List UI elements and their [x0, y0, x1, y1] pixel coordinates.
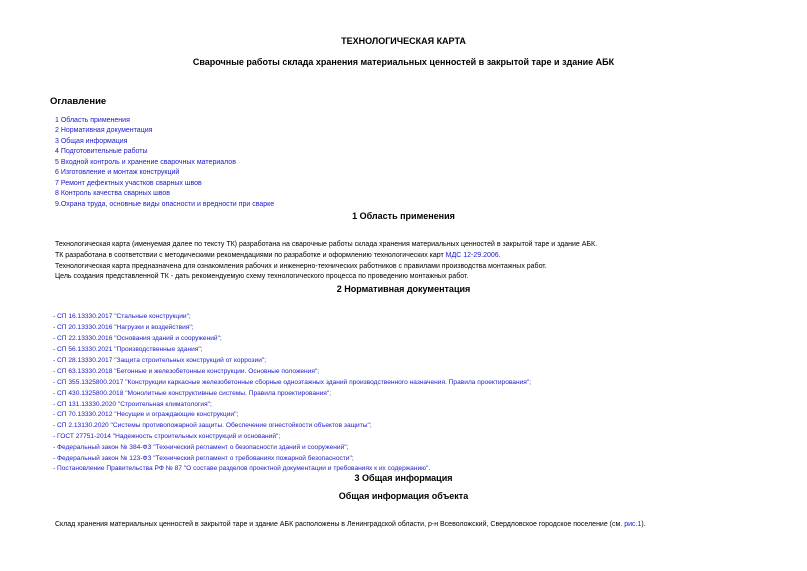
- section-2-heading: 2 Нормативная документация: [336, 284, 471, 294]
- toc-link-5[interactable]: 5 Входной контроль и хранение сварочных материалов: [55, 159, 236, 166]
- ref-link-5[interactable]: - СП 28.13330.2017 "Защита строительных конструкций от коррозии";: [53, 357, 267, 364]
- toc-link-1[interactable]: 1 Область применения: [55, 117, 130, 124]
- p2-end: .: [498, 252, 501, 259]
- document-title: ТЕХНОЛОГИЧЕСКАЯ КАРТА: [341, 36, 466, 46]
- ref-link-7[interactable]: - СП 355.1325800.2017 "Конструкции каркасные железобетонные сборные одноэтажных зданий производственного назначения. Правила проектирования";: [53, 379, 532, 386]
- section-3-paragraph-1: [55, 520, 646, 530]
- ref-link-1[interactable]: - СП 16.13330.2017 "Стальные конструкции";: [53, 313, 191, 320]
- ref-link-3[interactable]: - СП 22.13330.2016 "Основания зданий и сооружений";: [53, 335, 222, 342]
- section-1-heading: 1 Область применения: [352, 211, 455, 221]
- p3-end: ).: [641, 521, 646, 528]
- section-3-subheading: Общая информация объекта: [338, 491, 469, 501]
- section-1-paragraph-1: Технологическая карта (именуемая далее по тексту ТК) разработана на сварочные работы склада хранения материальных ценностей в закрытой таре и здание АБК.: [55, 241, 598, 248]
- toc-link-7[interactable]: 7 Ремонт дефектных участков сварных швов: [55, 180, 202, 187]
- toc-link-8[interactable]: 8 Контроль качества сварных швов: [55, 190, 171, 197]
- ref-link-11[interactable]: - СП 2.13130.2020 "Системы противопожарной защиты. Обеспечение огнестойкости объектов защиты";: [53, 422, 372, 429]
- section-1-paragraph-2: [55, 251, 501, 261]
- p2-text: ТК разработана в соответствии с методическими рекомендациями по разработке и оформлению технологических карт: [55, 252, 446, 259]
- toc-link-3[interactable]: 3 Общая информация: [55, 138, 128, 145]
- figure-1-link[interactable]: рис.1: [624, 521, 642, 528]
- section-1-paragraph-3: Технологическая карта предназначена для ознакомления рабочих и инженерно-технических работников с правилами производства монтажных работ.: [55, 263, 547, 270]
- document-subtitle: Сварочные работы склада хранения материальных ценностей в закрытой таре и здание АБК: [192, 57, 615, 67]
- ref-link-10[interactable]: - СП 70.13330.2012 "Несущие и ограждающие конструкции";: [53, 411, 239, 418]
- toc-link-2[interactable]: 2 Нормативная документация: [55, 127, 153, 134]
- p3-text: Склад хранения материальных ценностей в закрытой таре и здание АБК расположены в Ленинградской области, р-н Всеволожский, Свердловское городское поселение (см.: [55, 521, 625, 528]
- ref-link-6[interactable]: - СП 63.13330.2018 "Бетонные и железобетонные конструкции. Основные положения";: [53, 368, 320, 375]
- ref-link-2[interactable]: - СП 20.13330.2016 "Нагрузки и воздействия";: [53, 324, 194, 331]
- ref-link-13[interactable]: - Федеральный закон № 384-ФЗ "Технический регламент о безопасности зданий и сооружений";: [53, 444, 349, 451]
- ref-link-12[interactable]: - ГОСТ 27751-2014 "Надежность строительных конструкций и оснований";: [53, 433, 281, 440]
- ref-link-8[interactable]: - СП 430.1325800.2018 "Монолитные конструктивные системы. Правила проектирования";: [53, 390, 332, 397]
- toc-link-6[interactable]: 6 Изготовление и монтаж конструкций: [55, 169, 180, 176]
- section-3-heading: 3 Общая информация: [354, 473, 453, 483]
- toc-link-9[interactable]: 9.Охрана труда, основные виды опасности и вредности при сварке: [55, 201, 275, 208]
- mds-link[interactable]: МДС 12-29.2006: [445, 252, 499, 259]
- ref-link-15[interactable]: - Постановление Правительства РФ № 87 "О составе разделов проектной документации и требованиях к их содержанию".: [53, 465, 431, 472]
- ref-link-14[interactable]: - Федеральный закон № 123-ФЗ "Технический регламент о требованиях пожарной безопасности";: [53, 455, 354, 462]
- toc-link-4[interactable]: 4 Подготовительные работы: [55, 148, 148, 155]
- ref-link-9[interactable]: - СП 131.13330.2020 "Строительная климатология";: [53, 401, 212, 408]
- toc-heading: Оглавление: [50, 96, 107, 107]
- ref-link-4[interactable]: - СП 56.13330.2021 "Производственные здания";: [53, 346, 203, 353]
- section-1-paragraph-4: Цель создания представленной ТК - дать рекомендуемую схему технологического процесса по проведению монтажных работ.: [55, 273, 469, 280]
